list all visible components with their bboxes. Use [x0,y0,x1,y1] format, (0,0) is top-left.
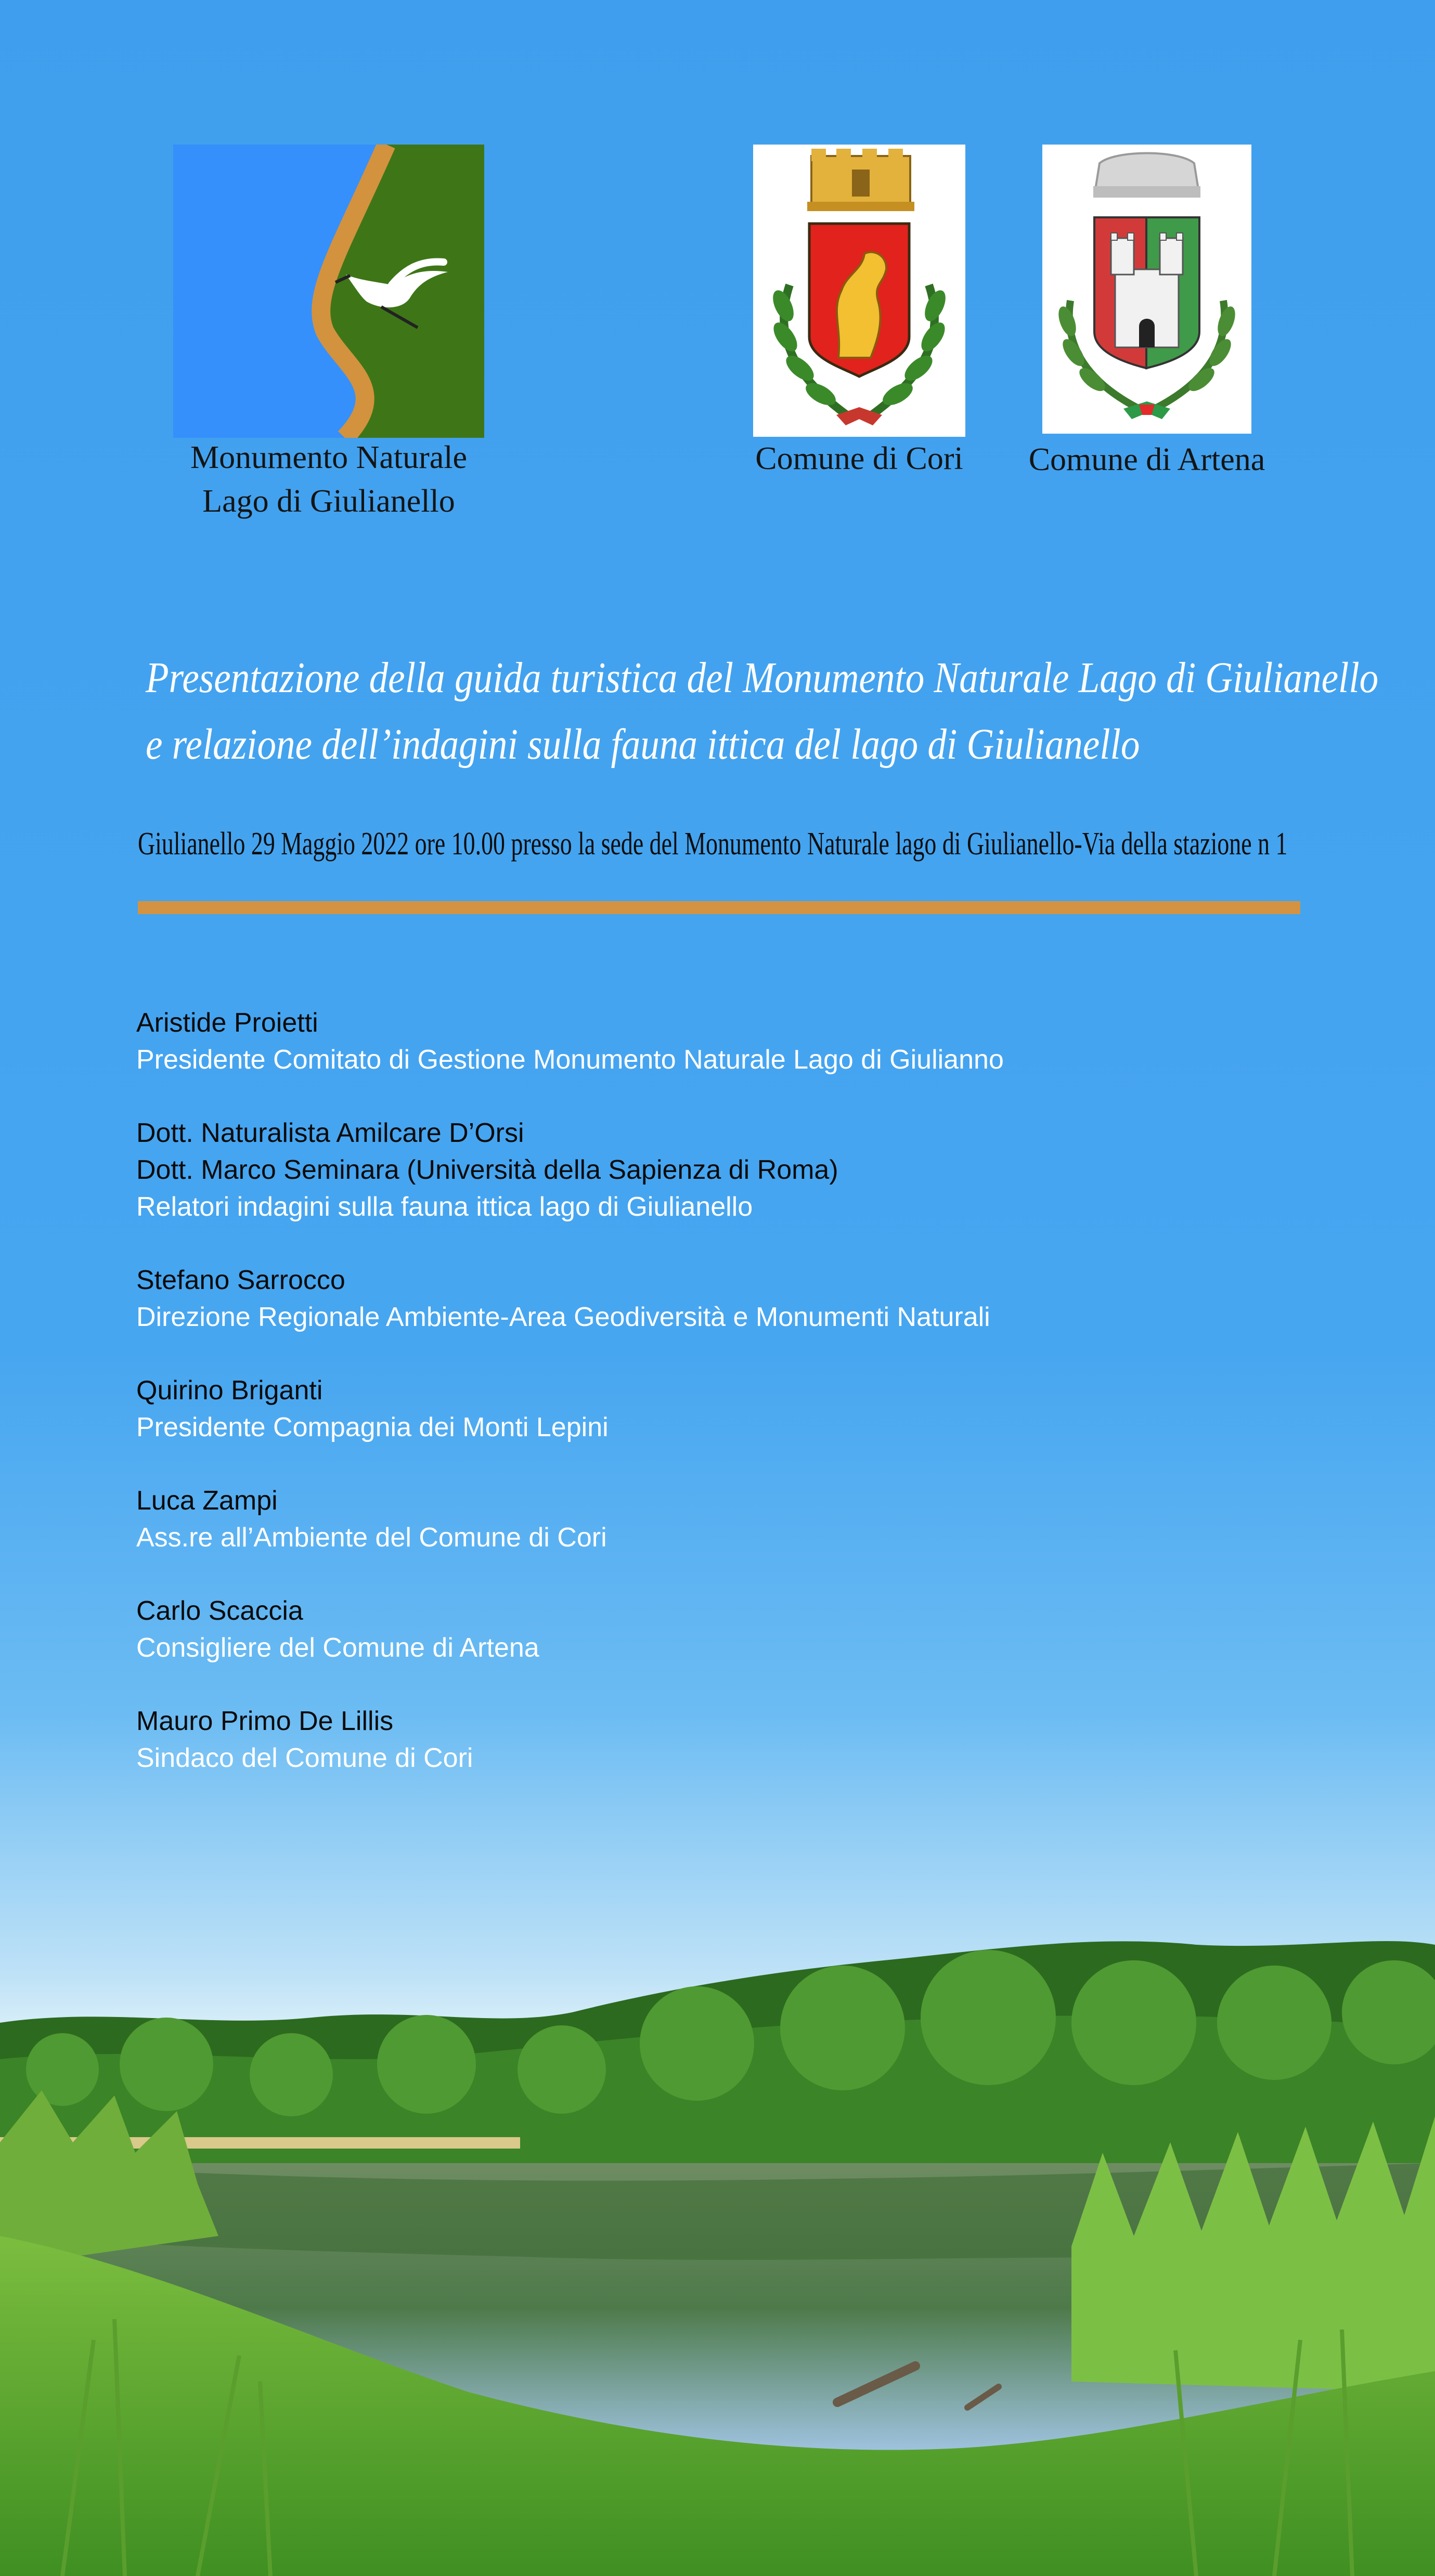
speaker-entry [136,1262,1333,1336]
speaker-role: Relatori indagini sulla fauna ittica lago di Giulianello [136,1192,753,1222]
speaker-entry [136,1005,1333,1078]
speaker-role: Presidente Compagnia dei Monti Lepini [136,1412,609,1442]
speaker-name: Dott. Marco Seminara (Università della Sapienza di Roma) [136,1155,838,1185]
event-title [146,645,1379,778]
event-title-line1: Presentazione della guida turistica del Monumento Naturale Lago di Giulianello [146,654,1379,702]
speaker-entry [136,1593,1333,1667]
egret-lake-emblem-icon [173,145,484,438]
speaker-role: Direzione Regionale Ambiente-Area Geodiversità e Monumenti Naturali [136,1302,990,1332]
speaker-role: Presidente Comitato di Gestione Monumento Naturale Lago di Giulianno [136,1045,1004,1075]
lake-landscape-photo [0,1872,1435,2576]
monumento-caption-line2: Lago di Giulianello [202,484,455,519]
speaker-entry [136,1482,1333,1556]
artena-caption: Comune di Artena [1028,442,1265,477]
cori-caption: Comune di Cori [755,441,963,476]
artena-tower-shield-icon [1042,145,1251,434]
speaker-name: Mauro Primo De Lillis [136,1706,394,1736]
speaker-name: Stefano Sarrocco [136,1265,345,1295]
monumento-caption [156,436,501,523]
cori-coat-of-arms [753,145,965,437]
speaker-entry [136,1372,1333,1446]
artena-coat-of-arms [1042,145,1251,434]
speakers-list [136,1005,1333,1813]
speaker-name: Aristide Proietti [136,1008,318,1038]
cori-lion-shield-icon [753,145,965,437]
speaker-entry [136,1703,1333,1777]
lake-landscape-icon [0,1872,1435,2576]
monumento-caption-line1: Monumento Naturale [190,440,468,475]
speaker-name: Quirino Briganti [136,1375,323,1406]
event-date-location: Giulianello 29 Maggio 2022 ore 10.00 presso la sede del Monumento Naturale lago di Giulianello-Via della stazione n 1 [138,826,1288,862]
speaker-name: Dott. Naturalista Amilcare D’Orsi [136,1118,524,1148]
speaker-entry [136,1115,1333,1226]
speaker-role: Sindaco del Comune di Cori [136,1743,473,1773]
orange-divider [138,901,1300,914]
speaker-role: Consigliere del Comune di Artena [136,1633,539,1663]
speaker-role: Ass.re all’Ambiente del Comune di Cori [136,1523,607,1553]
speaker-name: Carlo Scaccia [136,1596,303,1626]
event-title-line2: e relazione dell’indagini sulla fauna ittica del lago di Giulianello [146,720,1140,769]
speaker-name: Luca Zampi [136,1486,278,1516]
monumento-naturale-logo [173,145,484,438]
